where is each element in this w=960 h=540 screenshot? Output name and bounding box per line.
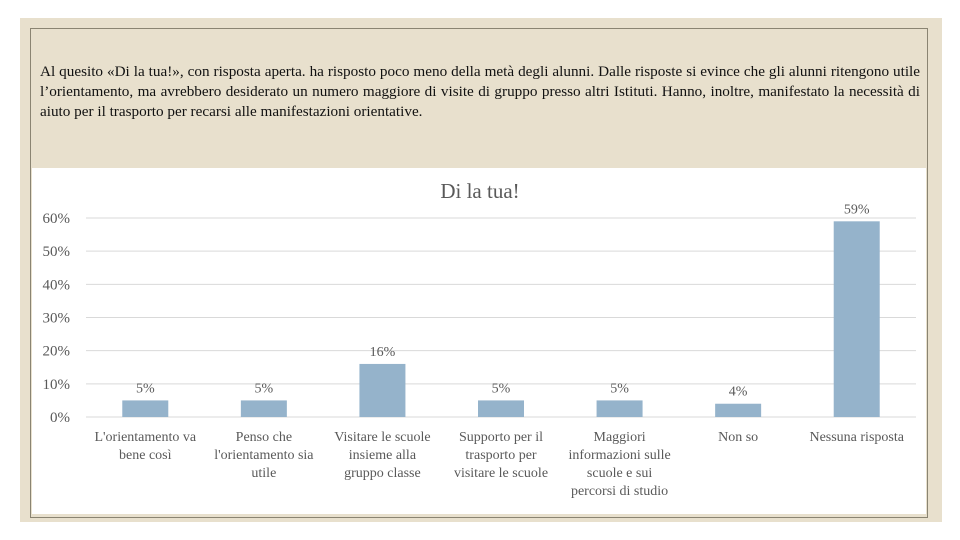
x-category-label: Penso che l'orientamento sia utile — [214, 430, 314, 481]
y-tick-label: 60% — [42, 211, 70, 227]
bar — [597, 400, 643, 417]
y-tick-label: 10% — [42, 376, 70, 393]
x-category-label: L'orientamento va bene così — [94, 430, 197, 463]
bar-data-label: 5% — [135, 381, 155, 397]
bar — [241, 400, 287, 417]
data-labels — [136, 202, 870, 399]
y-tick-label: 30% — [42, 310, 70, 327]
bar-data-label: 59% — [843, 202, 870, 218]
y-tick-label: 20% — [42, 343, 70, 360]
bar-chart — [32, 168, 926, 514]
x-category-label: Non so — [718, 430, 759, 445]
bar — [715, 404, 761, 417]
bar — [122, 400, 168, 417]
y-tick-label: 50% — [42, 244, 70, 261]
intro-paragraph: Al quesito «Di la tua!», con risposta aperta. ha risposto poco meno della metà degli alunni. Dalle risposte si evince che gli alunni ritengono utile l’orientamento, ma avrebbero desiderato un numero maggiore di visite di gruppo presso altri Istituti. Hanno, inoltre, manifestato la necessità di aiuto per il trasporto per recarsi alle manifestazioni orientative. — [40, 63, 920, 120]
bar-data-label: 16% — [369, 344, 396, 360]
x-axis-category-labels — [94, 430, 904, 499]
chart-title: Di la tua! — [440, 179, 520, 203]
bar-data-label: 5% — [491, 381, 511, 397]
x-category-label: Nessuna risposta — [809, 430, 904, 445]
y-tick-label: 0% — [50, 410, 70, 426]
bar — [478, 400, 524, 417]
y-tick-label: 40% — [42, 277, 70, 294]
bar-data-label: 5% — [254, 381, 274, 397]
bar — [359, 364, 405, 417]
bar-data-label: 4% — [728, 384, 748, 400]
x-category-label: Visitare le scuole insieme alla gruppo classe — [334, 430, 431, 481]
bar — [834, 221, 880, 417]
x-category-label: Maggiori informazioni sulle scuole e sui percorsi di studio — [568, 430, 671, 499]
chart-svg — [32, 168, 926, 514]
y-axis-tick-labels — [43, 211, 71, 426]
x-category-label: Supporto per il trasporto per visitare le scuole — [453, 430, 549, 481]
bar-data-label: 5% — [610, 381, 629, 397]
